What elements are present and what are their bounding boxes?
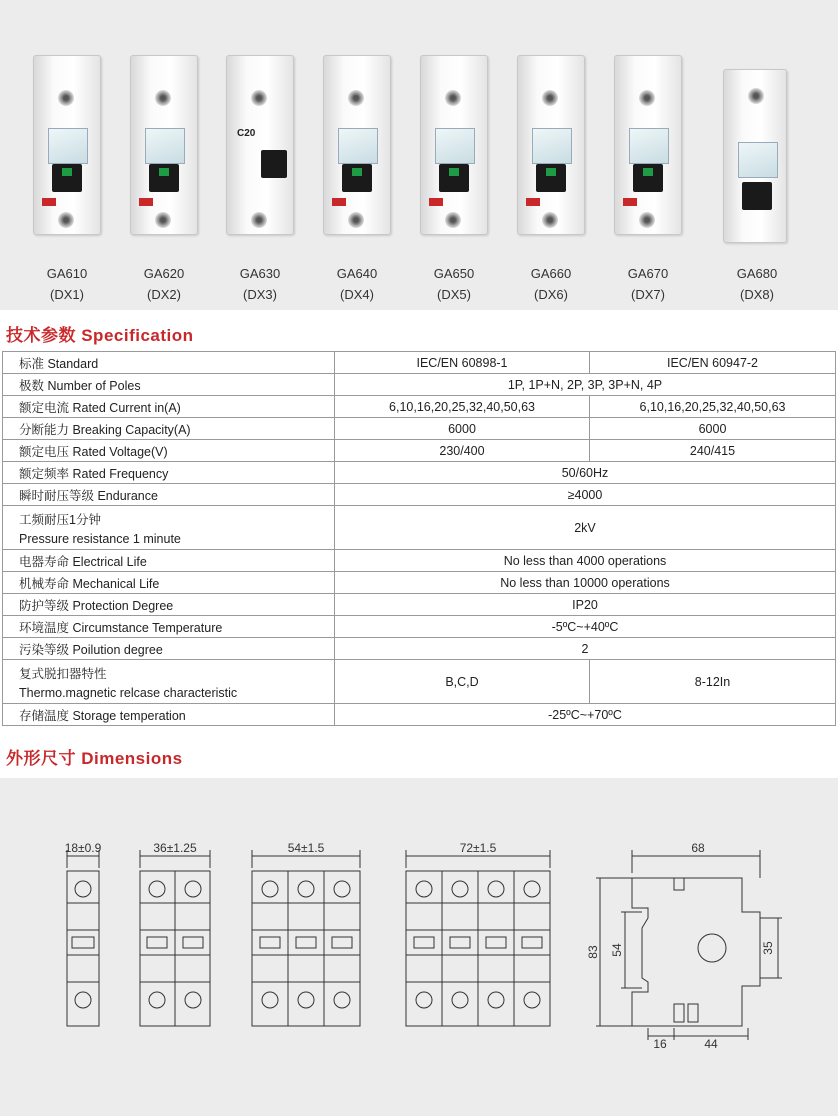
table-row: 瞬时耐压等级 Endurance ≥4000 [3,484,836,506]
table-row: 存储温度 Storage temperation -25ºC~+70ºC [3,704,836,726]
table-row: 机械寿命 Mechanical Life No less than 10000 operations [3,572,836,594]
breaker-image [723,69,787,243]
spec-table [2,351,836,726]
breaker-image [323,55,391,235]
table-row: 额定电流 Rated Current in(A) 6,10,16,20,25,32,40,50,63 6,10,16,20,25,32,40,50,63 [3,396,836,418]
drawing-2p [140,850,210,1026]
rail-label: 35 [761,941,775,955]
breaker-image [420,55,488,235]
breaker-image [130,55,198,235]
base-left-label: 16 [653,1037,667,1051]
height-total-label: 83 [586,945,600,959]
breaker-image [33,55,101,235]
width-label-4p: 72±1.5 [459,841,497,855]
table-row: 环境温度 Circumstance Temperature -5ºC~+40ºC [3,616,836,638]
depth-label: 68 [691,841,705,855]
table-row: 极数 Number of Poles 1P, 1P+N, 2P, 3P, 3P+N, 4P [3,374,836,396]
width-label-2p: 36±1.25 [153,841,197,855]
table-row: 额定频率 Rated Frequency 50/60Hz [3,462,836,484]
product-label: GA670 (DX7) [627,266,669,302]
product-label: GA640 (DX4) [336,266,378,302]
table-row: 额定电压 Rated Voltage(V) 230/400 240/415 [3,440,836,462]
table-row: 污染等级 Poilution degree 2 [3,638,836,660]
product-label: GA660 (DX6) [530,266,572,302]
table-row: 防护等级 Protection Degree IP20 [3,594,836,616]
product-label: GA650 (DX5) [433,266,475,302]
dimension-drawings [0,778,838,1116]
breaker-image [517,55,585,235]
table-row: 复式脱扣器特性 Thermo.magnetic relcase characteristic B,C,D 8-12In [3,660,836,704]
width-label-1p: 18±0.9 [64,841,102,855]
table-row: 工频耐压1分钟 Pressure resistance 1 minute 2kV [3,506,836,550]
table-row: 电器寿命 Electrical Life No less than 4000 operations [3,550,836,572]
table-row: 分断能力 Breaking Capacity(A) 6000 6000 [3,418,836,440]
dimensions-heading: 外形尺寸 Dimensions [6,749,183,768]
drawing-4p [406,850,550,1026]
drawing-1p [67,850,99,1026]
product-label: GA630 (DX3) [239,266,281,302]
width-label-3p: 54±1.5 [287,841,325,855]
breaker-image [226,55,294,235]
base-right-label: 44 [704,1037,718,1051]
breaker-image [614,55,682,235]
table-row: 标准 Standard IEC/EN 60898-1 IEC/EN 60947-2 [3,352,836,374]
product-label: GA680 (DX8) [736,266,778,302]
rating-text: C20 [237,128,256,139]
height-front-label: 54 [610,943,624,957]
product-label: GA610 (DX1) [46,266,88,302]
product-label: GA620 (DX2) [143,266,185,302]
drawing-3p [252,850,360,1026]
spec-heading: 技术参数 Specification [6,326,194,345]
